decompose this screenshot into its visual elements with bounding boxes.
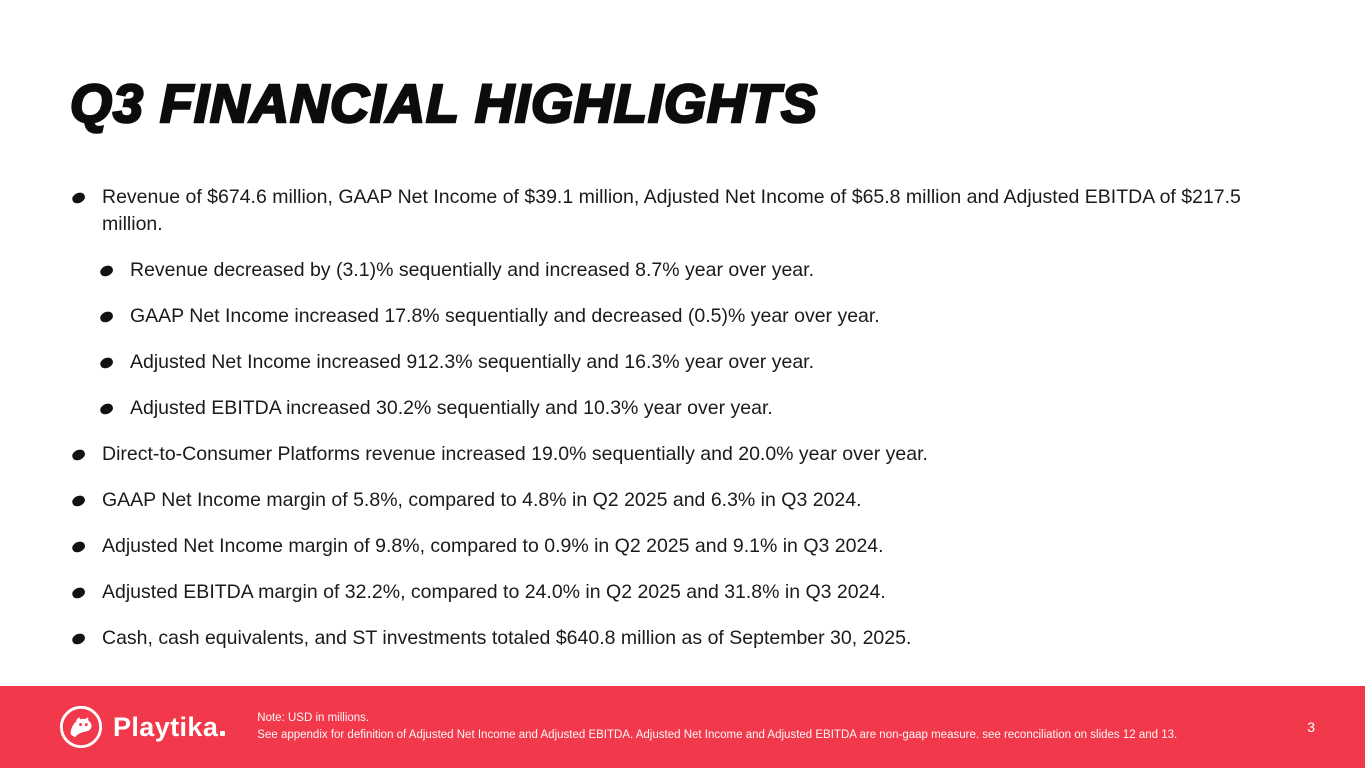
bullet-text: Adjusted Net Income margin of 9.8%, compared to 0.9% in Q2 2025 and 9.1% in Q3 2024.	[102, 535, 884, 557]
wordmark-dot-icon	[220, 731, 225, 736]
list-item	[100, 257, 1270, 284]
bullet-icon	[71, 191, 87, 205]
bullet-list	[72, 184, 1270, 652]
bullet-icon	[71, 448, 87, 462]
list-item	[72, 184, 1270, 238]
list-item	[72, 579, 1270, 606]
list-item	[72, 625, 1270, 652]
bullet-text: GAAP Net Income increased 17.8% sequentially and decreased (0.5)% year over year.	[130, 305, 880, 327]
list-item	[72, 533, 1270, 560]
page-title: Q3 FINANCIAL HIGHLIGHTS	[70, 74, 819, 134]
bullet-text: Revenue decreased by (3.1)% sequentially and increased 8.7% year over year.	[130, 259, 814, 281]
page-number: 3	[1307, 719, 1315, 735]
bullet-icon	[71, 494, 87, 508]
footer-note-line1: Note: USD in millions.	[257, 711, 370, 724]
playtika-brand	[58, 704, 225, 750]
footer-note	[257, 710, 1287, 745]
playtika-wordmark: Playtika	[113, 712, 225, 743]
bullet-icon	[99, 310, 115, 324]
bullet-text: Adjusted EBITDA increased 30.2% sequentially and 10.3% year over year.	[130, 397, 773, 419]
bullet-icon	[99, 356, 115, 370]
bullet-text: Adjusted EBITDA margin of 32.2%, compared to 24.0% in Q2 2025 and 31.8% in Q3 2024.	[102, 581, 886, 603]
footer-bar	[0, 686, 1365, 768]
bullet-icon	[99, 264, 115, 278]
bullet-text: GAAP Net Income margin of 5.8%, compared to 4.8% in Q2 2025 and 6.3% in Q3 2024.	[102, 489, 862, 511]
bullet-text: Revenue of $674.6 million, GAAP Net Income of $39.1 million, Adjusted Net Income of $65.8 million and Adjusted EBITDA of $217.5 million.	[102, 186, 1241, 235]
bullet-text: Cash, cash equivalents, and ST investments totaled $640.8 million as of September 30, 2025.	[102, 627, 912, 649]
bullet-text: Direct-to-Consumer Platforms revenue increased 19.0% sequentially and 20.0% year over year.	[102, 443, 928, 465]
bullet-icon	[71, 540, 87, 554]
highlights-content	[72, 184, 1270, 671]
bullet-text: Adjusted Net Income increased 912.3% sequentially and 16.3% year over year.	[130, 351, 814, 373]
bullet-icon	[71, 586, 87, 600]
list-item	[100, 303, 1270, 330]
playtika-logo-icon	[58, 704, 104, 750]
footer-note-line2: See appendix for definition of Adjusted Net Income and Adjusted EBITDA. Adjusted Net Income and Adjusted EBITDA are non-gaap measure. see reconciliation on slides 12 and 13.	[257, 729, 1178, 741]
list-item	[72, 487, 1270, 514]
list-item	[100, 349, 1270, 376]
bullet-icon	[99, 402, 115, 416]
list-item	[72, 441, 1270, 468]
list-item	[100, 395, 1270, 422]
bullet-icon	[71, 632, 87, 646]
